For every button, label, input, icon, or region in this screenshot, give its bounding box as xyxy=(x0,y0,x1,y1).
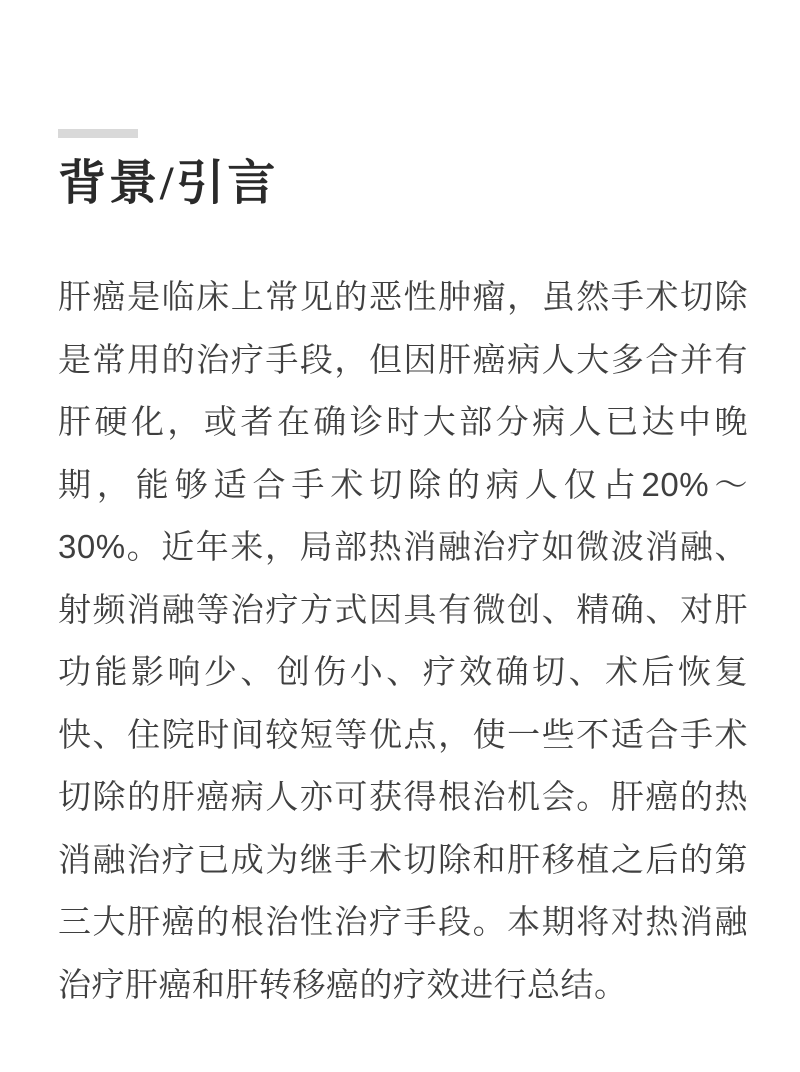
article-paragraph xyxy=(58,266,748,1016)
page-title: 背景/引言 xyxy=(58,157,279,210)
paragraph-line: 射频消融等治疗方式因具有微创、精确、对肝 xyxy=(58,590,748,628)
paragraph-line: 是常用的治疗手段，但因肝癌病人大多合并有 xyxy=(58,340,748,378)
paragraph-line: 功能影响少、创伤小、疗效确切、术后恢复 xyxy=(58,653,748,690)
paragraph-line: 消融治疗已成为继手术切除和肝移植之后的第 xyxy=(58,840,748,878)
accent-bar xyxy=(58,129,138,138)
paragraph-line: 三大肝癌的根治性治疗手段。本期将对热消融 xyxy=(58,903,748,940)
paragraph-line: 肝硬化，或者在确诊时大部分病人已达中晚 xyxy=(58,403,748,440)
paragraph-line: 30%。近年来，局部热消融治疗如微波消融、 xyxy=(58,528,748,565)
paragraph-line: 快、住院时间较短等优点，使一些不适合手术 xyxy=(58,715,748,753)
paragraph-line: 切除的肝癌病人亦可获得根治机会。肝癌的热 xyxy=(58,778,748,815)
paragraph-line: 治疗肝癌和肝转移癌的疗效进行总结。 xyxy=(58,965,628,1003)
paragraph-line: 肝癌是临床上常见的恶性肿瘤，虽然手术切除 xyxy=(58,278,748,315)
paragraph-line: 期，能够适合手术切除的病人仅占20%～ xyxy=(58,465,748,503)
